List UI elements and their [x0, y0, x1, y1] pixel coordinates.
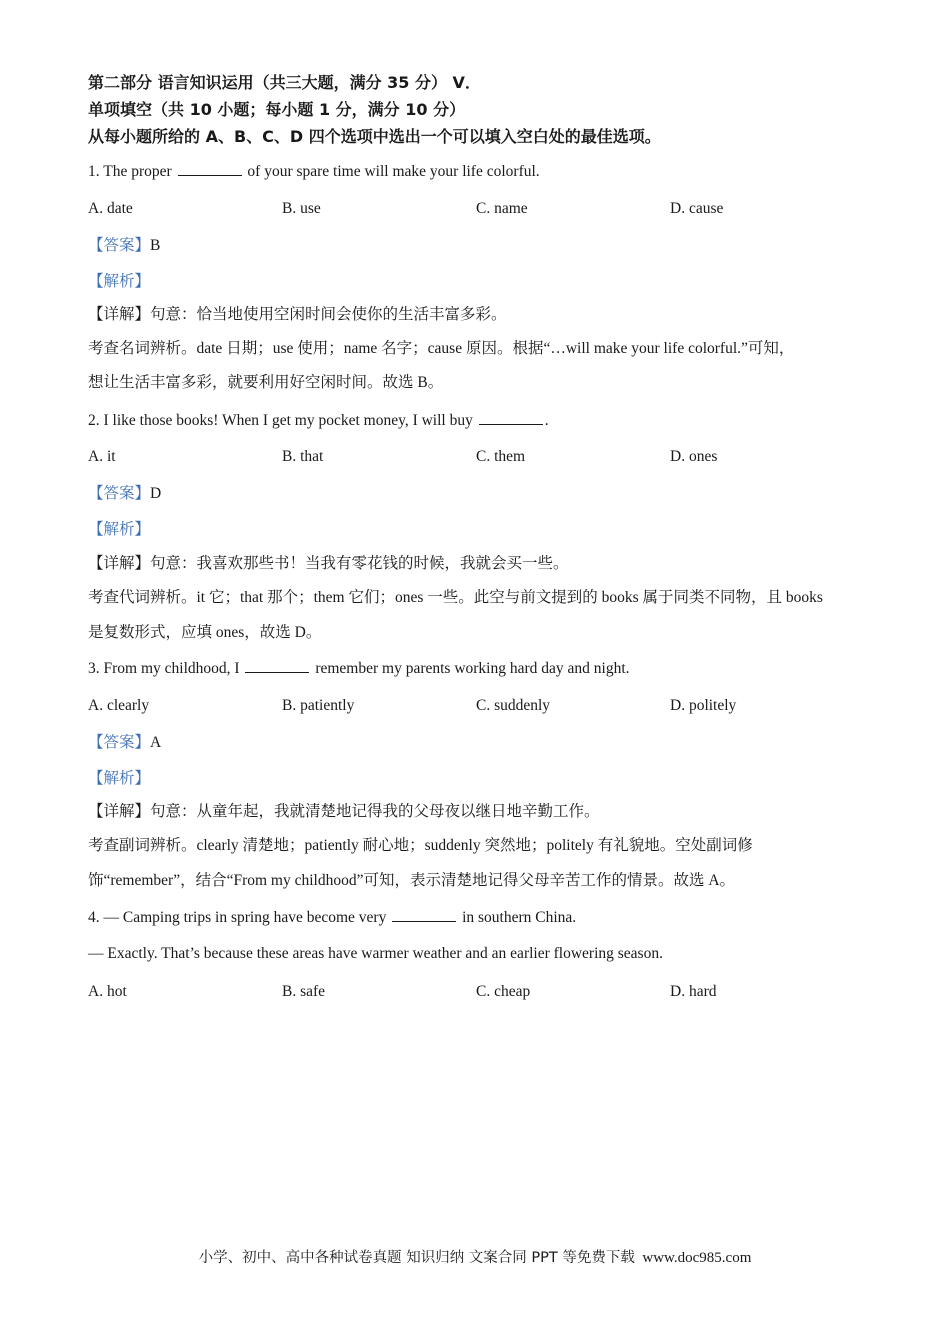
question-1-option-c: C. name: [476, 200, 528, 217]
question-1-option-b: B. use: [282, 200, 321, 217]
question-3-explain-line-1: 考查副词辨析。clearly 清楚地；patiently 耐心地；suddenly 突然地；politely 有礼貌地。空处副词修: [88, 837, 753, 854]
question-3-answer: 【答案】A: [88, 734, 162, 751]
question-4-option-b: B. safe: [282, 983, 326, 1000]
question-1-option-d: D. cause: [670, 200, 724, 217]
question-3-detail: 【详解】句意：从童年起，我就清楚地记得我的父母夜以继日地辛勤工作。: [88, 803, 600, 820]
question-2-answer: 【答案】D: [88, 485, 162, 502]
answer-blank: [178, 161, 242, 176]
question-3-analysis-label: 【解析】: [88, 770, 151, 787]
question-2-explain-line-2: 是复数形式，应填 ones，故选 D。: [88, 624, 322, 641]
question-2-option-b: B. that: [282, 448, 324, 465]
footer-link[interactable]: www.doc985.com: [642, 1250, 752, 1266]
page-footer: [0, 1248, 950, 1268]
question-2-detail: 【详解】句意：我喜欢那些书！当我有零花钱的时候，我就会买一些。: [88, 555, 569, 572]
footer-text: 小学、初中、高中各种试卷真题 知识归纳 文案合同 PPT 等免费下载: [198, 1250, 635, 1266]
answer-blank: [245, 658, 309, 673]
question-1-option-a: A. date: [88, 200, 133, 217]
question-2-option-d: D. ones: [670, 448, 718, 465]
question-1-explain-line-1: 考查名词辨析。date 日期；use 使用；name 名字；cause 原因。根据“…will make your life colorful.”可知，: [88, 340, 795, 357]
section-title: 第二部分 语言知识运用（共三大题，满分 35 分） Ⅴ．: [88, 73, 481, 92]
question-2-stem: 2. I like those books! When I get my pocket money, I will buy .: [88, 412, 549, 429]
question-4-option-a: A. hot: [88, 983, 127, 1000]
question-1-stem: 1. The proper of your spare time will make your life colorful.: [88, 163, 540, 180]
question-1-analysis-label: 【解析】: [88, 273, 151, 290]
section-subtitle: 单项填空（共 10 小题；每小题 1 分，满分 10 分）: [88, 100, 466, 119]
question-2-option-a: A. it: [88, 448, 116, 465]
question-1-explain-line-2: 想让生活丰富多彩，就要利用好空闲时间。故选 B。: [88, 374, 444, 391]
question-3-option-a: A. clearly: [88, 697, 150, 714]
question-3-stem: 3. From my childhood, I remember my parents working hard day and night.: [88, 660, 630, 677]
section-instructions: 从每小题所给的 A、B、C、D 四个选项中选出一个可以填入空白处的最佳选项。: [88, 127, 661, 146]
answer-blank: [479, 410, 543, 425]
answer-blank: [392, 907, 456, 922]
question-2-option-c: C. them: [476, 448, 526, 465]
question-3-option-c: C. suddenly: [476, 697, 551, 714]
question-4-option-d: D. hard: [670, 983, 717, 1000]
question-3-option-d: D. politely: [670, 697, 737, 714]
question-2-analysis-label: 【解析】: [88, 521, 151, 538]
question-2-explain-line-1: 考查代词辨析。it 它；that 那个；them 它们；ones 一些。此空与前文提到的 books 属于同类不同物，且 books: [88, 589, 823, 606]
question-1-detail: 【详解】句意：恰当地使用空闲时间会使你的生活丰富多彩。: [88, 306, 507, 323]
question-3-option-b: B. patiently: [282, 697, 355, 714]
question-4-reply: — Exactly. That’s because these areas have warmer weather and an earlier flowering season.: [88, 945, 663, 962]
question-4-option-c: C. cheap: [476, 983, 531, 1000]
question-4-stem: 4. — Camping trips in spring have become very in southern China.: [88, 909, 577, 926]
question-3-explain-line-2: 饰“remember”，结合“From my childhood”可知，表示清楚地记得父母辛苦工作的情景。故选 A。: [88, 872, 736, 889]
question-1-answer: 【答案】B: [88, 237, 161, 254]
